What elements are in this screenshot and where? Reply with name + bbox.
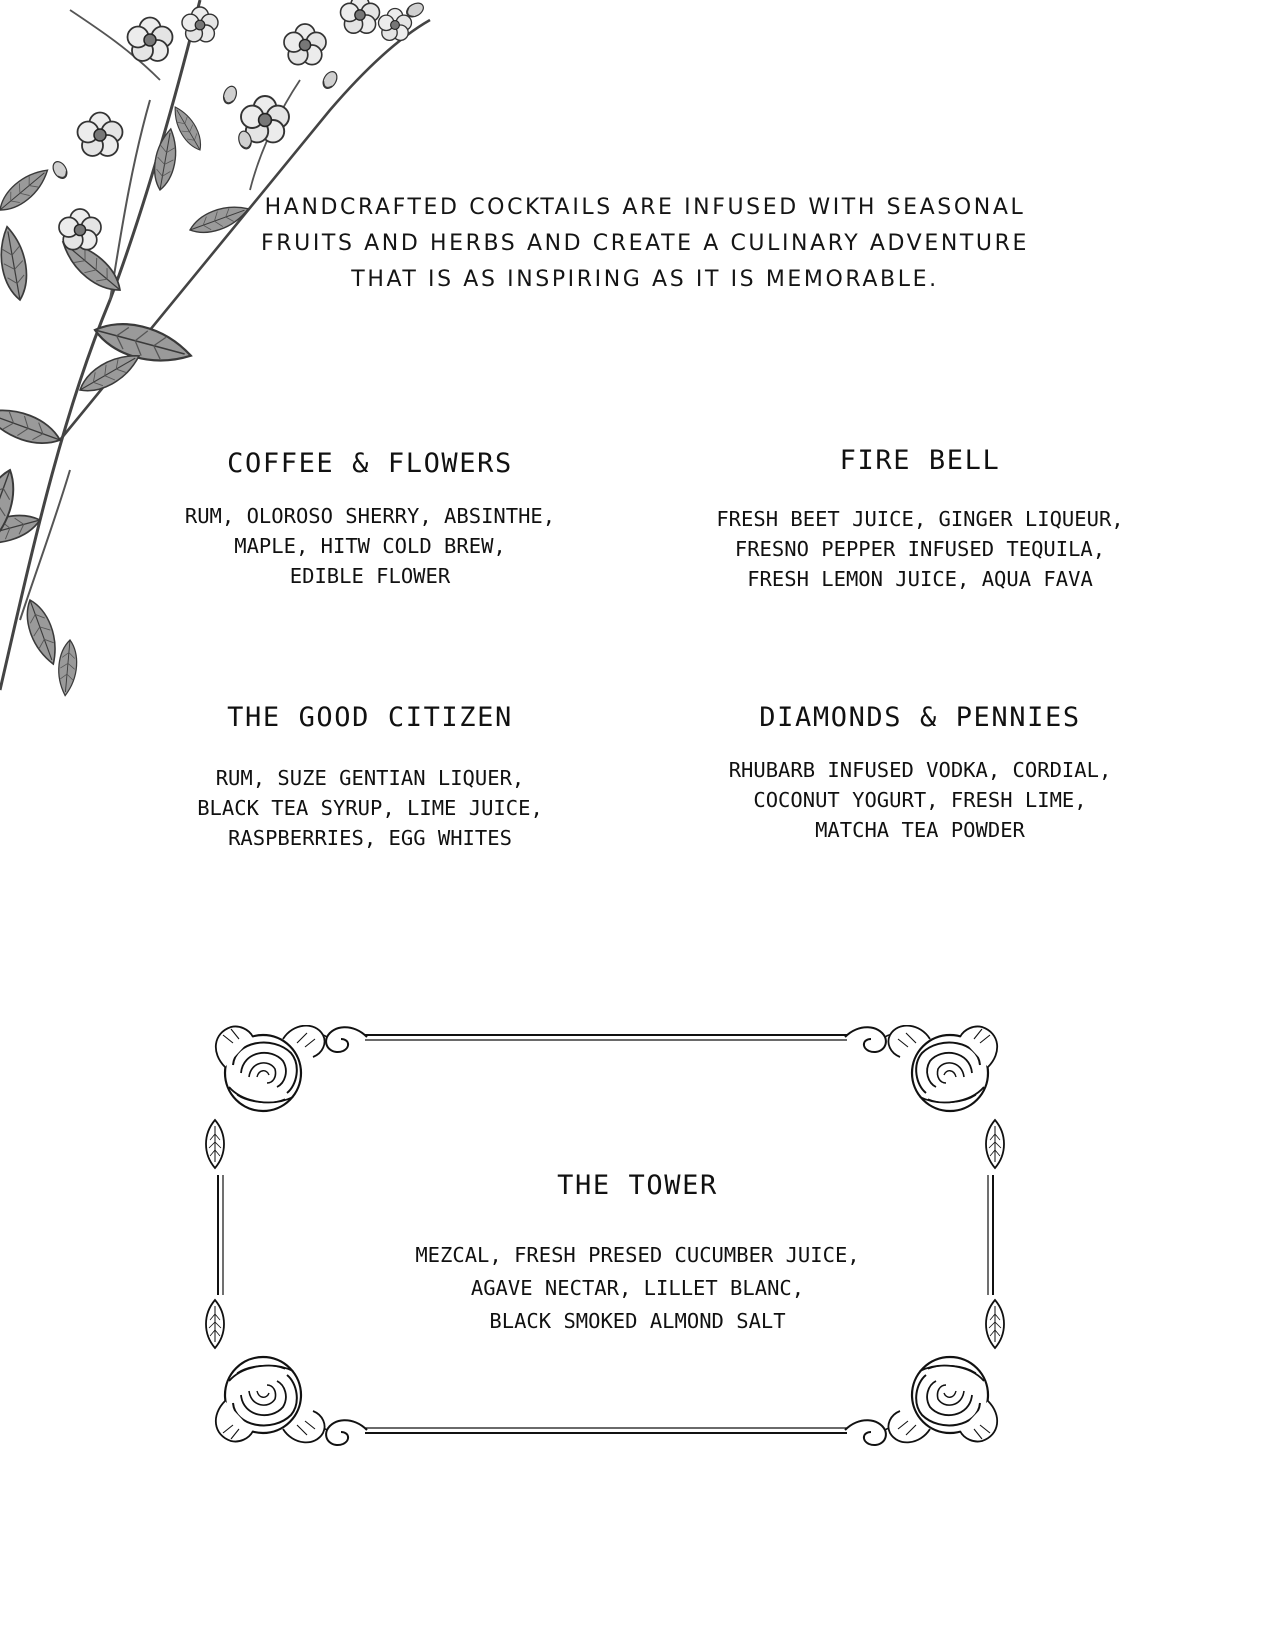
cocktail-ingredients (130, 763, 610, 853)
cocktail-item (650, 445, 1190, 594)
intro-line: THAT IS AS INSPIRING AS IT IS MEMORABLE. (351, 267, 939, 292)
ingredient-line: RHUBARB INFUSED VODKA, CORDIAL, (728, 758, 1112, 782)
cocktail-name: COFFEE & FLOWERS (227, 448, 513, 479)
ingredient-line: RUM, OLOROSO SHERRY, ABSINTHE, (184, 504, 556, 528)
cocktail-ingredients (650, 755, 1190, 845)
ingredient-line: EDIBLE FLOWER (289, 564, 451, 588)
herb-sprig-illustration (0, 0, 450, 710)
cocktail-ingredients (130, 501, 610, 591)
cocktail-ingredients (650, 504, 1190, 594)
ingredient-line: BLACK SMOKED ALMOND SALT (489, 1309, 786, 1333)
featured-cocktail (300, 1170, 975, 1338)
ingredient-line: FRESH BEET JUICE, GINGER LIQUEUR, (716, 507, 1124, 531)
ingredient-line: COCONUT YOGURT, FRESH LIME, (753, 788, 1087, 812)
ingredient-line: MATCHA TEA POWDER (815, 818, 1025, 842)
ingredient-line: BLACK TEA SYRUP, LIME JUICE, (197, 796, 543, 820)
intro-line: FRUITS AND HERBS AND CREATE A CULINARY ADVENTURE (260, 231, 1030, 256)
cocktail-item (130, 702, 610, 853)
intro-text (250, 190, 1040, 298)
cocktail-ingredients (300, 1239, 975, 1338)
intro-line: HANDCRAFTED COCKTAILS ARE INFUSED WITH SEASONAL (264, 195, 1026, 220)
ingredient-line: RASPBERRIES, EGG WHITES (228, 826, 512, 850)
ingredient-line: MAPLE, HITW COLD BREW, (234, 534, 506, 558)
cocktail-name: FIRE BELL (839, 445, 1001, 476)
ingredient-line: AGAVE NECTAR, LILLET BLANC, (470, 1276, 805, 1300)
cocktail-name: DIAMONDS & PENNIES (759, 702, 1081, 733)
cocktail-item (650, 702, 1190, 845)
ingredient-line: RUM, SUZE GENTIAN LIQUER, (215, 766, 525, 790)
ingredient-line: MEZCAL, FRESH PRESED CUCUMBER JUICE, (415, 1243, 860, 1267)
cocktail-name: THE GOOD CITIZEN (227, 702, 513, 733)
cocktail-item (130, 448, 610, 591)
ingredient-line: FRESH LEMON JUICE, AQUA FAVA (747, 567, 1093, 591)
cocktail-name: THE TOWER (557, 1170, 718, 1201)
ingredient-line: FRESNO PEPPER INFUSED TEQUILA, (734, 537, 1106, 561)
